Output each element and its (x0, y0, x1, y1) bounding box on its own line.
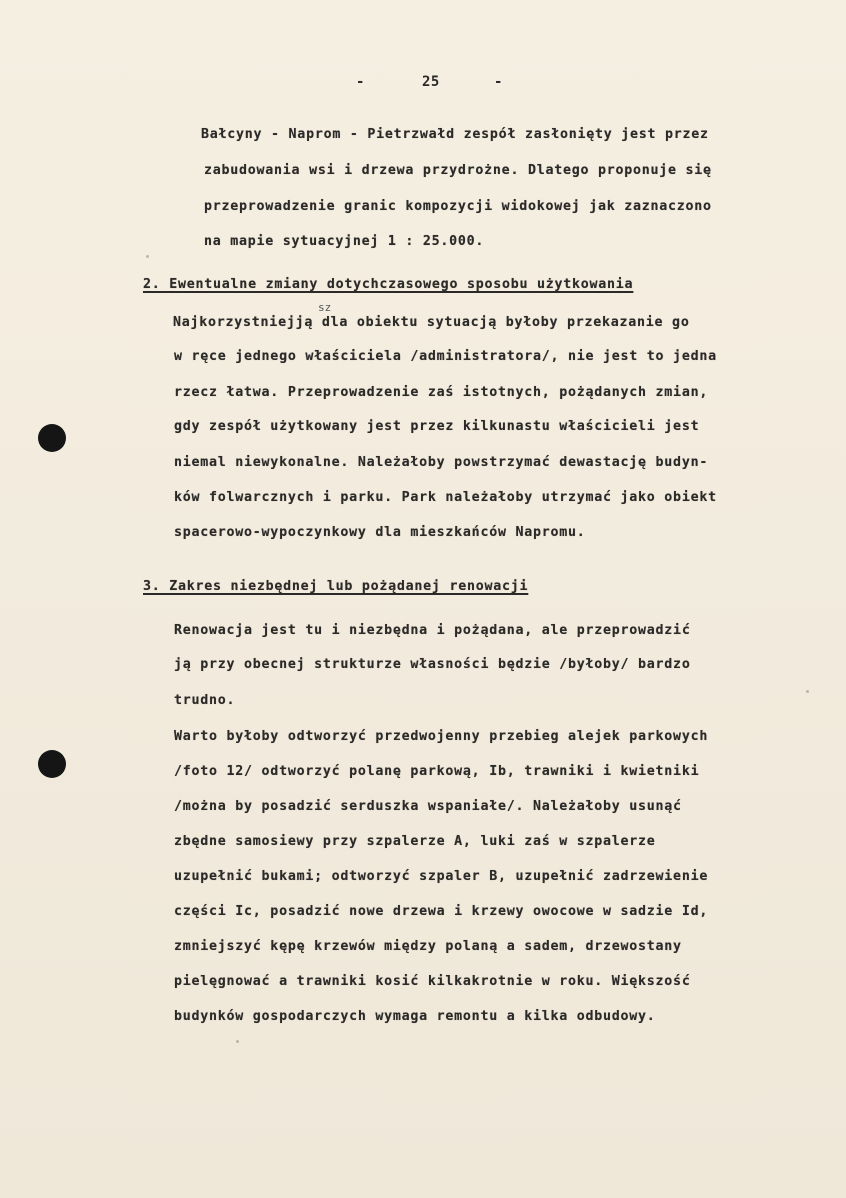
section-3-line: trudno. (174, 693, 236, 708)
section-3-line: części Ic, posadzić nowe drzewa i krzewy owocowe w sadzie Id, (174, 904, 709, 919)
section-2-line: Najkorzystniejją dla obiektu sytuacją byłoby przekazanie go (173, 315, 690, 330)
section-3-line: /można by posadzić serduszka wspaniałe/. Należałoby usunąć (174, 799, 682, 814)
section-2-line: spacerowo-wypoczynkowy dla mieszkańców Napromu. (174, 525, 586, 540)
section-2-line: rzecz łatwa. Przeprowadzenie zaś istotnych, pożądanych zmian, (174, 385, 709, 400)
punch-hole (38, 424, 66, 452)
page-number-dash-left: - (356, 74, 365, 90)
section-2-line: niemal niewykonalne. Należałoby powstrzymać dewastację budyn- (174, 455, 709, 470)
section-3-line: /foto 12/ odtworzyć polanę parkową, Ib, trawniki i kwietniki (174, 764, 700, 779)
intro-line: Bałcyny - Naprom - Pietrzwałd zespół zasłonięty jest przez (201, 127, 709, 142)
page-number: 25 (422, 74, 440, 90)
section-2-line: gdy zespół użytkowany jest przez kilkunastu właścicieli jest (174, 419, 700, 434)
section-2-heading: 2. Ewentualne zmiany dotychczasowego sposobu użytkowania (143, 277, 634, 292)
section-3-line: uzupełnić bukami; odtworzyć szpaler B, uzupełnić zadrzewienie (174, 869, 709, 884)
handwritten-annotation: sz (318, 301, 332, 314)
section-3-line: pielęgnować a trawniki kosić kilkakrotnie w roku. Większość (174, 974, 691, 989)
section-3-line: ją przy obecnej strukturze własności będzie /byłoby/ bardzo (174, 657, 691, 672)
punch-hole (38, 750, 66, 778)
intro-line: na mapie sytuacyjnej 1 : 25.000. (204, 234, 485, 249)
paper-speck (806, 690, 809, 693)
intro-line: przeprowadzenie granic kompozycji widokowej jak zaznaczono (204, 199, 712, 214)
intro-line: zabudowania wsi i drzewa przydrożne. Dlatego proponuje się (204, 163, 712, 178)
section-3-line: zmniejszyć kępę krzewów między polaną a sadem, drzewostany (174, 939, 682, 954)
section-3-line: Warto byłoby odtworzyć przedwojenny przebieg alejek parkowych (174, 729, 709, 744)
section-3-heading: 3. Zakres niezbędnej lub pożądanej renowacji (143, 579, 529, 594)
paper-speck (236, 1040, 239, 1043)
section-2-line: w ręce jednego właściciela /administratora/, nie jest to jedna (174, 349, 717, 364)
section-3-line: budynków gospodarczych wymaga remontu a kilka odbudowy. (174, 1009, 656, 1024)
paper-speck (146, 255, 149, 258)
section-3-line: zbędne samosiewy przy szpalerze A, luki zaś w szpalerze (174, 834, 656, 849)
section-2-line: ków folwarcznych i parku. Park należałoby utrzymać jako obiekt (174, 490, 717, 505)
page-number-dash-right: - (494, 74, 503, 90)
section-3-line: Renowacja jest tu i niezbędna i pożądana, ale przeprowadzić (174, 623, 691, 638)
